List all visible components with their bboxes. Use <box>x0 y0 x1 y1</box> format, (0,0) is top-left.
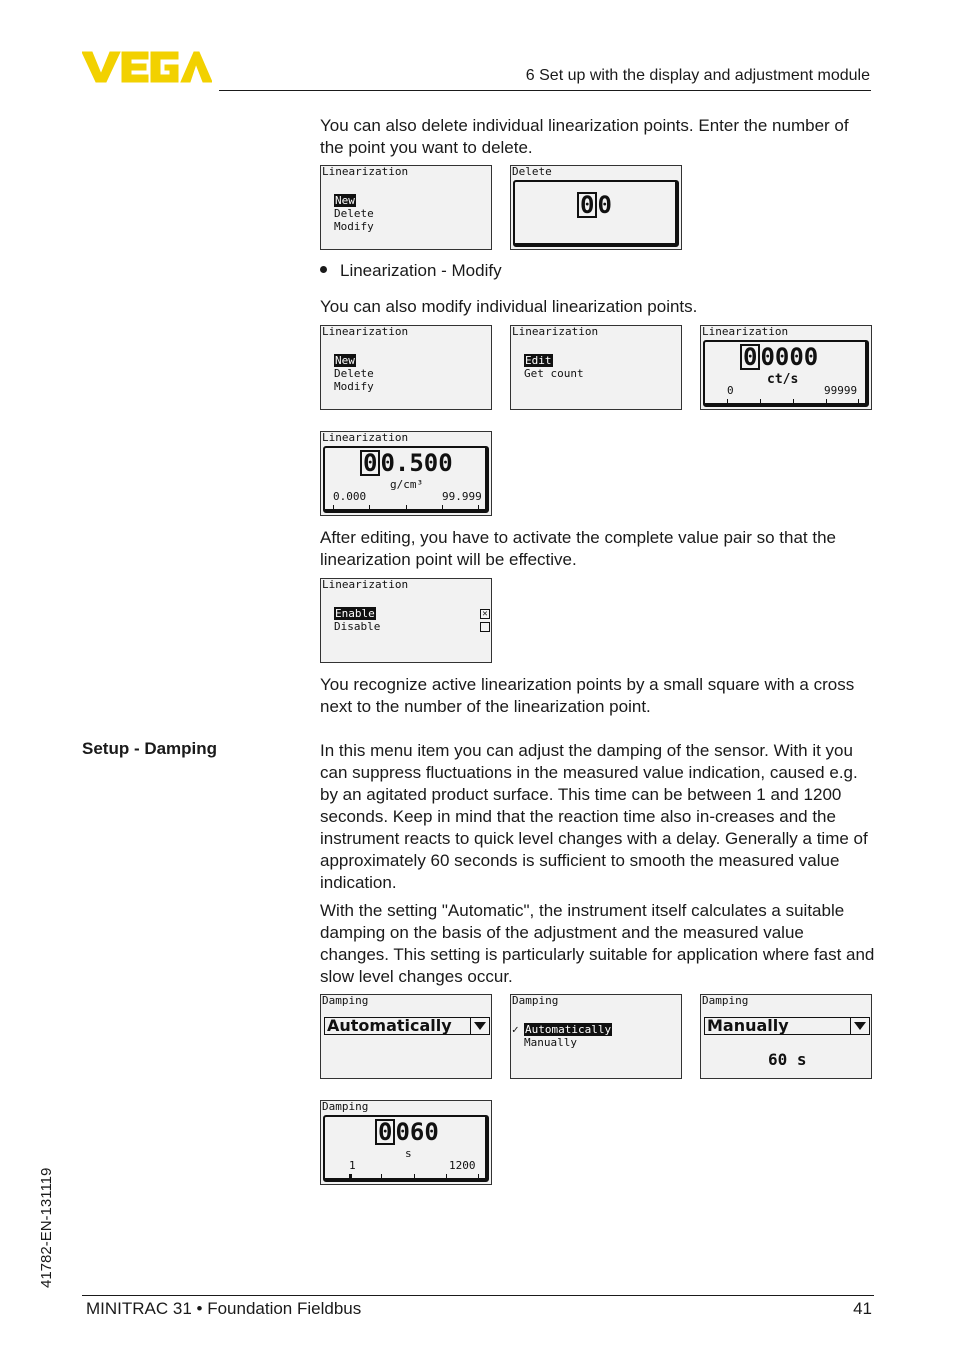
bullet-item: Linearization - Modify <box>320 261 502 281</box>
value-digits: 0000 <box>760 343 819 371</box>
menu-item-disable[interactable]: Disable <box>334 620 381 633</box>
lcd-title: Linearization <box>512 325 599 338</box>
menu-item-edit[interactable]: Edit <box>525 354 552 367</box>
lcd-title: Damping <box>702 994 749 1007</box>
unit-label: g/cm³ <box>390 478 424 491</box>
dropdown-value: Automatically <box>327 1016 452 1035</box>
chevron-down-icon[interactable] <box>850 1018 869 1034</box>
lcd-title: Linearization <box>322 325 409 338</box>
scale-min: 0.000 <box>333 490 367 503</box>
lcd-title: Damping <box>512 994 559 1007</box>
menu-item-new[interactable]: New <box>335 354 355 367</box>
menu-item-manually[interactable]: Manually <box>524 1036 577 1049</box>
lcd-linearization-menu <box>320 325 492 410</box>
scale-max: 99999 <box>824 384 858 397</box>
scale-min: 1 <box>349 1159 356 1172</box>
damping-dropdown[interactable] <box>704 1017 870 1035</box>
header-section-title: 6 Set up with the display and adjustment module <box>525 67 870 84</box>
paragraph: In this menu item you can adjust the damping of the sensor. With it you can suppress fluctuations in the measured value indication, caused e.g. by an agitated product surface. This time can be between 1 and 1200 seconds. Keep in mind that the reaction time also in-creases and the instrument reacts to quick level changes with a delay. Generally a time of approximately 60 seconds is sufficient to smooth the measured value indication. <box>320 741 868 892</box>
value-digits: 060 <box>395 1118 439 1146</box>
footer-product: MINITRAC 31 • Foundation Fieldbus <box>86 1299 362 1318</box>
lcd-title: Linearization <box>322 165 409 178</box>
edit-cursor-digit[interactable]: 0 <box>740 344 760 370</box>
checkbox-checked-icon[interactable]: ✕ <box>480 609 490 619</box>
paragraph: You can also delete individual linearization points. Enter the number of the point you want to delete. <box>320 116 849 157</box>
checkmark-icon: ✓ <box>512 1023 519 1036</box>
edit-cursor-digit[interactable]: 0 <box>375 1119 395 1145</box>
bullet-icon <box>320 266 327 273</box>
menu-item-new[interactable]: New <box>335 194 355 207</box>
lcd-title: Damping <box>322 1100 369 1113</box>
scale-max: 1200 <box>449 1159 476 1172</box>
scale-bar <box>349 1173 479 1180</box>
menu-item-delete[interactable]: Delete <box>334 367 374 380</box>
menu-item-delete[interactable]: Delete <box>334 207 374 220</box>
paragraph: With the setting "Automatic", the instrument itself calculates a suitable damping on the basis of the adjustment and the measured value changes. This setting is particularly suitable for application where fast and slow level changes occur. <box>320 901 875 986</box>
lcd-damping-list <box>510 994 682 1079</box>
page-number: 41 <box>853 1299 872 1318</box>
document-code: 41782-EN-131119 <box>38 1167 55 1288</box>
chevron-down-icon[interactable] <box>470 1018 489 1034</box>
paragraph: You can also modify individual linearization points. <box>320 297 698 316</box>
unit-label: ct/s <box>767 372 799 387</box>
lcd-title: Linearization <box>702 325 789 338</box>
lcd-title: Damping <box>322 994 369 1007</box>
scale-bar <box>333 504 479 511</box>
lcd-title: Linearization <box>322 578 409 591</box>
lcd-linearization-density <box>320 431 492 516</box>
menu-item-modify[interactable]: Modify <box>334 220 374 233</box>
value-digits: 0.500 <box>380 449 453 477</box>
lcd-damping-manual <box>700 994 872 1079</box>
menu-item-modify[interactable]: Modify <box>334 380 374 393</box>
menu-item-automatically[interactable]: Automatically <box>525 1023 612 1036</box>
paragraph: You recognize active linearization points by a small square with a cross next to the number of the linearization point. <box>320 675 855 716</box>
scale-max: 99.999 <box>442 490 482 503</box>
vega-logo <box>82 50 212 84</box>
lcd-linearization-count <box>700 325 872 410</box>
lcd-title: Linearization <box>322 431 409 444</box>
damping-dropdown[interactable] <box>324 1017 490 1035</box>
value-digits: 0 <box>597 191 612 219</box>
footer-rule <box>82 1295 874 1296</box>
damping-time: 60 s <box>768 1050 807 1069</box>
lcd-linearization-menu <box>320 165 492 250</box>
lcd-linearization-edit <box>510 325 682 410</box>
dropdown-value: Manually <box>707 1016 789 1035</box>
paragraph: After editing, you have to activate the complete value pair so that the linearization point will be effective. <box>320 528 836 569</box>
header-rule <box>219 90 871 91</box>
menu-item-enable[interactable]: Enable <box>335 607 375 620</box>
scale-min: 0 <box>727 384 734 397</box>
lcd-linearization-enable <box>320 578 492 663</box>
unit-label: s <box>405 1147 412 1160</box>
menu-item-get-count[interactable]: Get count <box>524 367 584 380</box>
edit-cursor-digit[interactable]: 0 <box>577 192 597 218</box>
edit-cursor-digit[interactable]: 0 <box>360 450 380 476</box>
scale-bar <box>727 398 859 405</box>
checkbox-empty-icon[interactable] <box>480 622 490 632</box>
section-heading: Setup - Damping <box>82 739 218 758</box>
lcd-damping-automatic <box>320 994 492 1079</box>
lcd-title: Delete <box>512 165 552 178</box>
lcd-damping-edit <box>320 1100 492 1185</box>
lcd-delete <box>510 165 682 250</box>
